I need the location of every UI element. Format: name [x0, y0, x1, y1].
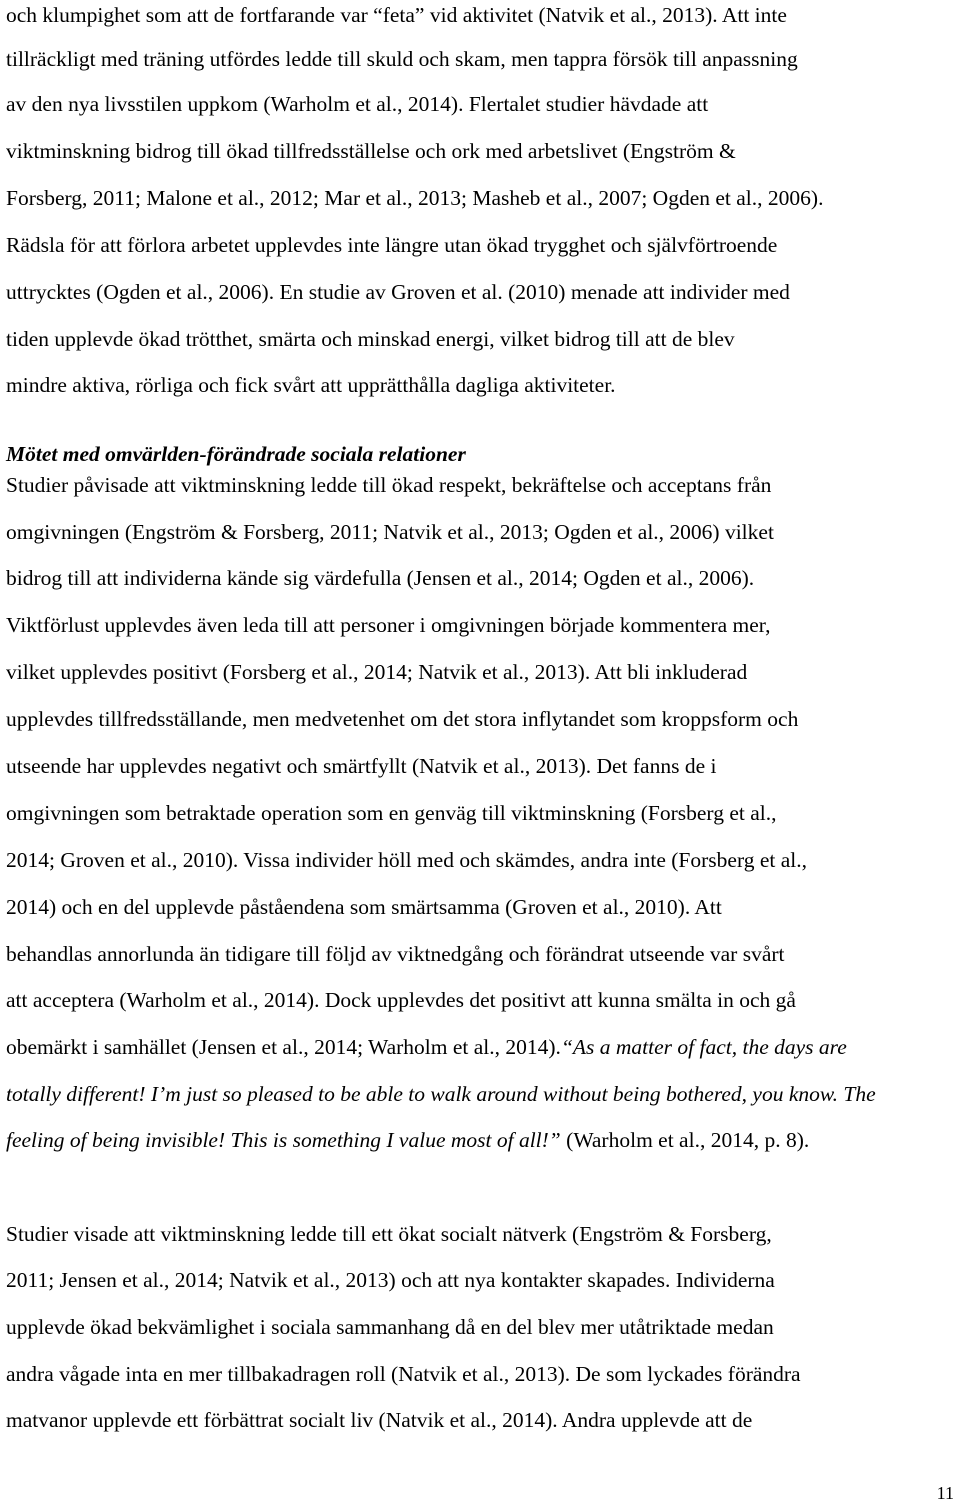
quote-text: feeling of being invisible! This is something I value most of all!”: [6, 1128, 561, 1152]
section-heading: Mötet med omvärlden-förändrade sociala relationer: [6, 442, 466, 466]
text-line: matvanor upplevde ett förbättrat socialt liv (Natvik et al., 2014). Andra upplevde att de: [6, 1408, 753, 1432]
text-line: och klumpighet som att de fortfarande var “feta” vid aktivitet (Natvik et al., 2013). Att inte: [6, 3, 787, 27]
text-line: upplevdes tillfredsställande, men medvetenhet om det stora inflytandet som kroppsform och: [6, 707, 799, 731]
text-line: 2011; Jensen et al., 2014; Natvik et al., 2013) och att nya kontakter skapades. Individerna: [6, 1268, 775, 1292]
quote-text: totally different! I’m just so pleased to be able to walk around without being bothered, you know. The: [6, 1082, 876, 1106]
text-line: Forsberg, 2011; Malone et al., 2012; Mar et al., 2013; Masheb et al., 2007; Ogden et al., 2006).: [6, 186, 824, 210]
text-line: Studier påvisade att viktminskning ledde till ökad respekt, bekräftelse och acceptans från: [6, 473, 772, 497]
quote-text: “As a matter of fact, the days are: [560, 1035, 847, 1059]
text-run: obemärkt i samhället (Jensen et al., 2014; Warholm et al., 2014).: [6, 1035, 561, 1059]
text-line-with-quote: [6, 1032, 847, 1062]
text-line: tillräckligt med träning utfördes ledde till skuld och skam, men tappra försök till anpassning: [6, 47, 798, 71]
text-line: mindre aktiva, rörliga och fick svårt att upprätthålla dagliga aktiviteter.: [6, 373, 616, 397]
text-line: upplevde ökad bekvämlighet i sociala sammanhang då en del blev mer utåtriktade medan: [6, 1315, 774, 1339]
text-line: vilket upplevdes positivt (Forsberg et al., 2014; Natvik et al., 2013). Att bli inkluderad: [6, 660, 748, 684]
text-line: omgivningen som betraktade operation som en genväg till viktminskning (Forsberg et al.,: [6, 801, 777, 825]
text-line: utseende har upplevdes negativt och smärtfyllt (Natvik et al., 2013). Det fanns de i: [6, 754, 717, 778]
page-number: 11: [936, 1483, 954, 1503]
text-line-with-quote: [6, 1125, 809, 1155]
text-line: att acceptera (Warholm et al., 2014). Dock upplevdes det positivt att kunna smälta in och gå: [6, 988, 796, 1012]
text-line: tiden upplevde ökad trötthet, smärta och minskad energi, vilket bidrog till att de blev: [6, 327, 735, 351]
text-line: av den nya livsstilen uppkom (Warholm et al., 2014). Flertalet studier hävdade att: [6, 92, 709, 116]
text-line: viktminskning bidrog till ökad tillfredsställelse och ork med arbetslivet (Engström &: [6, 139, 736, 163]
text-line: Viktförlust upplevdes även leda till att personer i omgivningen började kommentera mer,: [6, 613, 771, 637]
text-line: uttrycktes (Ogden et al., 2006). En studie av Groven et al. (2010) menade att individer med: [6, 280, 790, 304]
text-line: 2014; Groven et al., 2010). Vissa individer höll med och skämdes, andra inte (Forsberg et al.,: [6, 848, 808, 872]
text-line-with-quote: [6, 1079, 876, 1109]
text-line: omgivningen (Engström & Forsberg, 2011; Natvik et al., 2013; Ogden et al., 2006) vilket: [6, 520, 774, 544]
text-line: Rädsla för att förlora arbetet upplevdes inte längre utan ökad trygghet och självförtroende: [6, 233, 778, 257]
citation-text: (Warholm et al., 2014, p. 8).: [560, 1128, 810, 1152]
text-line: andra vågade inta en mer tillbakadragen roll (Natvik et al., 2013). De som lyckades förändra: [6, 1362, 801, 1386]
text-line: bidrog till att individerna kände sig värdefulla (Jensen et al., 2014; Ogden et al., 2006).: [6, 566, 755, 590]
text-line: behandlas annorlunda än tidigare till följd av viktnedgång och förändrat utseende var svårt: [6, 942, 785, 966]
text-line: Studier visade att viktminskning ledde till ett ökat socialt nätverk (Engström & Forsberg,: [6, 1222, 772, 1246]
text-line: 2014) och en del upplevde påståendena som smärtsamma (Groven et al., 2010). Att: [6, 895, 722, 919]
